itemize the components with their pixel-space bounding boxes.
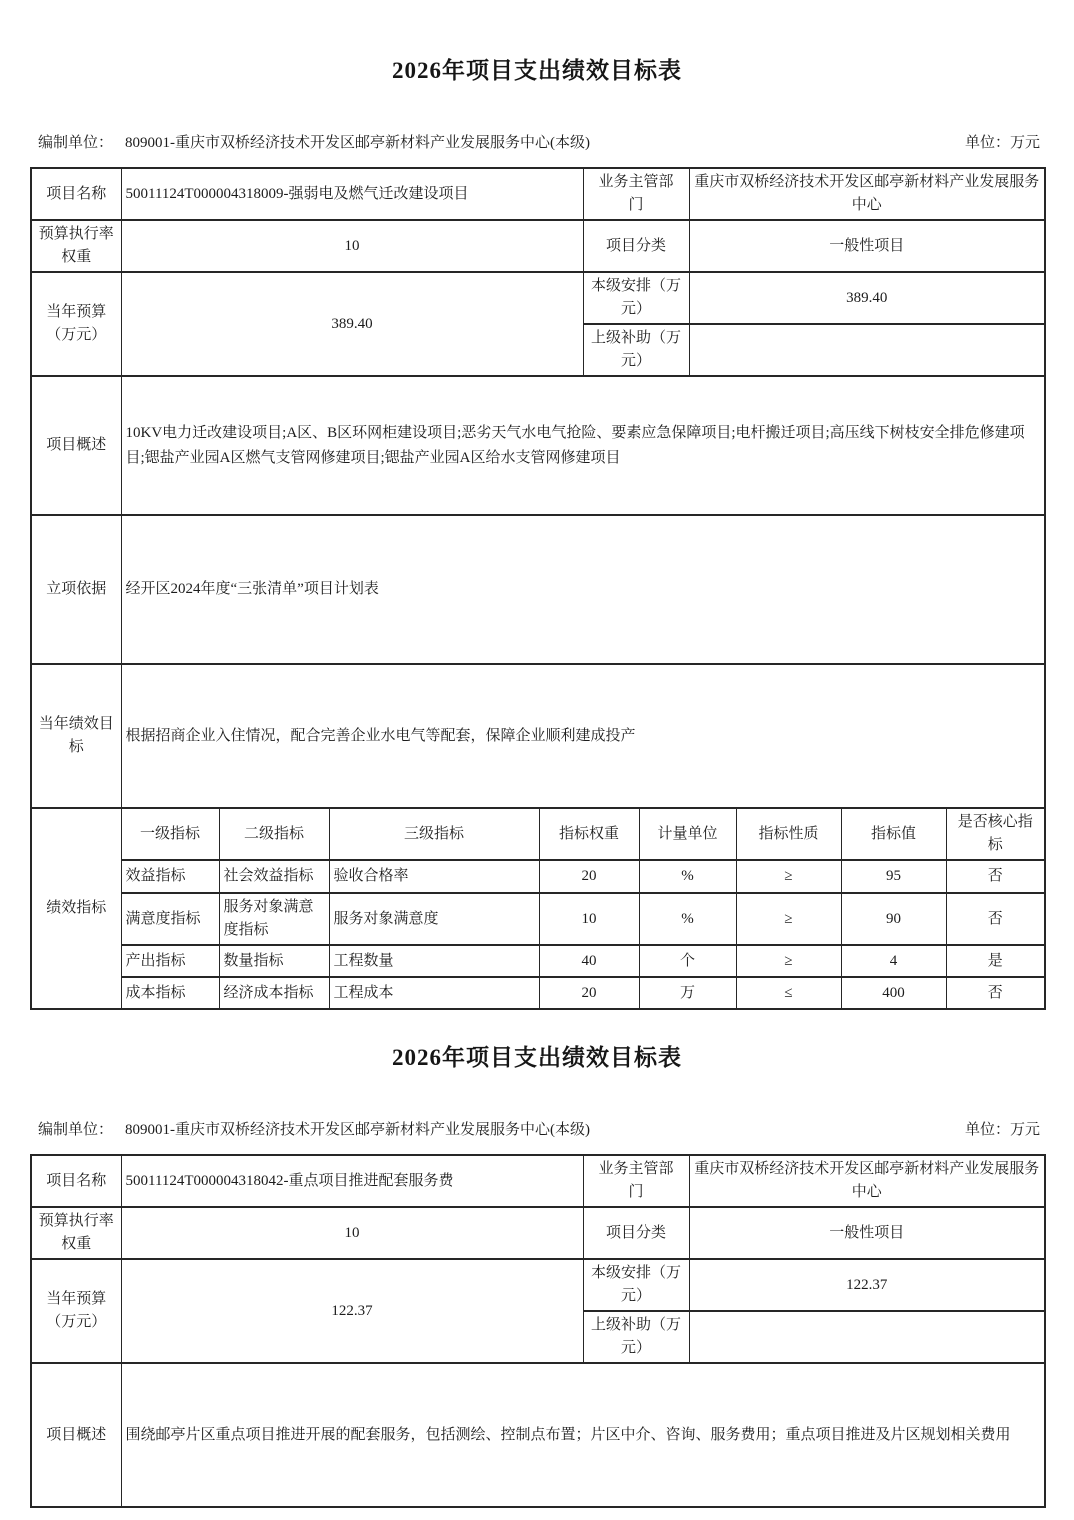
- indicator-unit: 个: [639, 945, 736, 977]
- budget-rate-weight-label: 预算执行率权重: [31, 1207, 121, 1259]
- annual-budget-label: 当年预算（万元）: [31, 1259, 121, 1363]
- basis-label: 立项依据: [31, 515, 121, 664]
- dept-value: 重庆市双桥经济技术开发区邮亭新材料产业发展服务中心: [689, 168, 1045, 220]
- project-category-value: 一般性项目: [689, 1207, 1045, 1259]
- indicator-weight: 20: [539, 977, 639, 1009]
- indicator-unit: %: [639, 893, 736, 945]
- prepared-by-label: 编制单位：: [38, 135, 114, 151]
- indicator-value: 90: [841, 893, 946, 945]
- indicator-nature: ≤: [736, 977, 841, 1009]
- overview-value: 围绕邮亭片区重点项目推进开展的配套服务，包括测绘、控制点布置；片区中介、咨询、服务费用；重点项目推进及片区规划相关费用: [121, 1363, 1045, 1507]
- annual-budget-value: 389.40: [121, 272, 583, 376]
- indicator-nature: ≥: [736, 893, 841, 945]
- header-nature: 指标性质: [736, 808, 841, 860]
- meta-line: [38, 131, 1040, 152]
- budget-rate-weight-value: 10: [121, 1207, 583, 1259]
- overview-value: 10KV电力迁改建设项目;A区、B区环网柜建设项目;恶劣天气水电气抢险、要素应急保障项目;电杆搬迁项目;高压线下树枝安全排危修建项目;锶盐产业园A区燃气支管网修建项目;锶盐产业园A区给水支管网修建项目: [121, 376, 1045, 515]
- prepared-by-value: 809001-重庆市双桥经济技术开发区邮亭新材料产业发展服务中心(本级): [125, 1122, 591, 1138]
- indicator-weight: 20: [539, 860, 639, 893]
- annual-target-value: 根据招商企业入住情况，配合完善企业水电气等配套，保障企业顺利建成投产: [121, 664, 1045, 808]
- indicator-level2: 经济成本指标: [219, 977, 329, 1009]
- indicator-level2: 数量指标: [219, 945, 329, 977]
- prepared-by-value: 809001-重庆市双桥经济技术开发区邮亭新材料产业发展服务中心(本级): [125, 135, 591, 151]
- indicator-level1: 成本指标: [121, 977, 219, 1009]
- meta-line-2: [38, 1118, 1040, 1139]
- indicator-level1: 产出指标: [121, 945, 219, 977]
- table-row: [31, 1207, 1045, 1259]
- table-row: [31, 272, 1045, 324]
- indicators-label: 绩效指标: [31, 808, 121, 1009]
- indicator-weight: 40: [539, 945, 639, 977]
- header-core: 是否核心指标: [946, 808, 1045, 860]
- superior-subsidy-value: [689, 324, 1045, 376]
- indicator-core: 是: [946, 945, 1045, 977]
- project-name-value: 50011124T000004318009-强弱电及燃气迁改建设项目: [121, 168, 583, 220]
- indicator-core: 否: [946, 860, 1045, 893]
- annual-target-label: 当年绩效目标: [31, 664, 121, 808]
- local-arrangement-label: 本级安排（万元）: [583, 272, 689, 324]
- indicator-unit: 万: [639, 977, 736, 1009]
- project-table-1: [30, 167, 1046, 809]
- indicator-value: 4: [841, 945, 946, 977]
- project-name-label: 项目名称: [31, 168, 121, 220]
- indicator-table: [30, 807, 1046, 1010]
- superior-subsidy-value: [689, 1311, 1045, 1363]
- indicator-core: 否: [946, 893, 1045, 945]
- local-arrangement-label: 本级安排（万元）: [583, 1259, 689, 1311]
- indicator-value: 95: [841, 860, 946, 893]
- annual-budget-value: 122.37: [121, 1259, 583, 1363]
- unit-label: 单位：: [964, 135, 1010, 151]
- header-weight: 指标权重: [539, 808, 639, 860]
- budget-rate-weight-label: 预算执行率权重: [31, 220, 121, 272]
- indicator-level3: 验收合格率: [329, 860, 539, 893]
- superior-subsidy-label: 上级补助（万元）: [583, 1311, 689, 1363]
- header-unit: 计量单位: [639, 808, 736, 860]
- indicator-level1: 效益指标: [121, 860, 219, 893]
- dept-label: 业务主管部门: [583, 168, 689, 220]
- table-row: [31, 1259, 1045, 1311]
- superior-subsidy-label: 上级补助（万元）: [583, 324, 689, 376]
- unit-label: 单位：: [964, 1122, 1010, 1138]
- project-category-label: 项目分类: [583, 220, 689, 272]
- indicator-row: [31, 977, 1045, 1009]
- prepared-by-label: 编制单位：: [38, 1122, 114, 1138]
- page-title-2: 2026年项目支出绩效目标表: [392, 1045, 682, 1070]
- indicator-level3: 工程成本: [329, 977, 539, 1009]
- basis-value: 经开区2024年度“三张清单”项目计划表: [121, 515, 1045, 664]
- indicator-nature: ≥: [736, 945, 841, 977]
- project-name-label: 项目名称: [31, 1155, 121, 1207]
- local-arrangement-value: 389.40: [689, 272, 1045, 324]
- indicator-value: 400: [841, 977, 946, 1009]
- indicator-row: [31, 893, 1045, 945]
- indicator-level2: 服务对象满意度指标: [219, 893, 329, 945]
- header-level1: 一级指标: [121, 808, 219, 860]
- table-row: [31, 1363, 1045, 1507]
- table-row: [31, 168, 1045, 220]
- indicator-level2: 社会效益指标: [219, 860, 329, 893]
- indicator-level1: 满意度指标: [121, 893, 219, 945]
- unit-value: 万元: [1009, 1122, 1040, 1138]
- indicator-weight: 10: [539, 893, 639, 945]
- project-category-value: 一般性项目: [689, 220, 1045, 272]
- project-table-2: [30, 1154, 1046, 1508]
- dept-value: 重庆市双桥经济技术开发区邮亭新材料产业发展服务中心: [689, 1155, 1045, 1207]
- header-level3: 三级指标: [329, 808, 539, 860]
- table-row: [31, 1155, 1045, 1207]
- overview-label: 项目概述: [31, 1363, 121, 1507]
- dept-label: 业务主管部门: [583, 1155, 689, 1207]
- header-level2: 二级指标: [219, 808, 329, 860]
- page-title: 2026年项目支出绩效目标表: [392, 58, 682, 83]
- table-row: [31, 376, 1045, 515]
- project-category-label: 项目分类: [583, 1207, 689, 1259]
- table-row: [31, 220, 1045, 272]
- indicator-nature: ≥: [736, 860, 841, 893]
- project-name-value: 50011124T000004318042-重点项目推进配套服务费: [121, 1155, 583, 1207]
- indicator-level3: 服务对象满意度: [329, 893, 539, 945]
- indicator-unit: %: [639, 860, 736, 893]
- unit-line: [965, 1118, 1040, 1139]
- unit-line: [965, 131, 1040, 152]
- indicator-row: [31, 860, 1045, 893]
- table-row: [31, 515, 1045, 664]
- header-value: 指标值: [841, 808, 946, 860]
- budget-rate-weight-value: 10: [121, 220, 583, 272]
- table-row: [31, 664, 1045, 808]
- indicator-core: 否: [946, 977, 1045, 1009]
- annual-budget-label: 当年预算（万元）: [31, 272, 121, 376]
- indicator-level3: 工程数量: [329, 945, 539, 977]
- local-arrangement-value: 122.37: [689, 1259, 1045, 1311]
- unit-value: 万元: [1009, 135, 1040, 151]
- overview-label: 项目概述: [31, 376, 121, 515]
- indicator-row: [31, 945, 1045, 977]
- indicator-header-row: [31, 808, 1045, 860]
